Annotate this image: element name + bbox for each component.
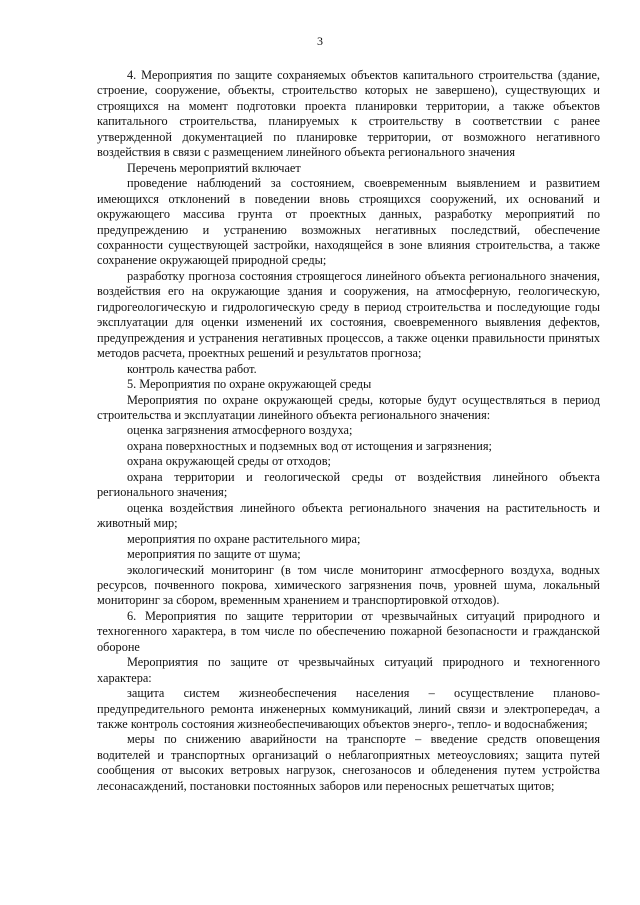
list-item: охрана поверхностных и подземных вод от истощения и загрязнения; <box>127 438 492 453</box>
document-body <box>97 68 600 794</box>
paragraph: контроль качества работ. <box>127 361 257 376</box>
paragraph: Мероприятия по охране окружающей среды, которые будут осуществляться в период строительства и эксплуатации линейного объекта регионального значения: <box>97 392 600 422</box>
paragraph: проведение наблюдений за состоянием, своевременным выявлением и развитием имеющихся отклонений в поведении вновь строящихся сооружений, их оснований и окружающего массива грунта от проектных данных, разработку мероприятий по предупреждению и устранению возможных негативных последствий, обеспечение сохранности существующей застройки, находящейся в зоне влияния строительства, а также сохранение окружающей природной среды; <box>97 176 600 268</box>
list-item: оценка загрязнения атмосферного воздуха; <box>127 423 353 438</box>
page-number: 3 <box>317 34 323 48</box>
list-item: оценка воздействия линейного объекта регионального значения на растительность и животный мир; <box>97 500 600 531</box>
paragraph: Мероприятия по защите от чрезвычайных ситуаций природного и техногенного характера: <box>97 655 600 685</box>
paragraph: Перечень мероприятий включает <box>127 160 301 175</box>
list-item: охрана территории и геологической среды от воздействия линейного объекта регионального значения; <box>97 469 600 500</box>
paragraph: разработку прогноза состояния строящегося линейного объекта регионального значения, воздействия его на окружающие здания и сооружения, на атмосферную, геологическую, гидрогеологическую и гидрологическую среду в период строительства и последующие годы эксплуатации для оценки изменений их состояния, своевременного выявления дефектов, предупреждения и устранения негативных процессов, а также оценки правильности принятых методов расчета, проектных решений и результатов прогноза; <box>97 268 600 361</box>
list-item: охрана окружающей среды от отходов; <box>127 454 331 469</box>
section-heading: 6. Мероприятия по защите территории от чрезвычайных ситуаций природного и техногенного характера, в том числе по обеспечению пожарной безопасности и гражданской обороне <box>97 608 600 654</box>
paragraph: защита систем жизнеобеспечения населения – осуществление планово-предупредительного ремонта инженерных коммуникаций, линий связи и электропередач, а также контроль состояния жизнеобеспечивающих объектов энерго-, тепло- и водоснабжения; <box>97 686 600 732</box>
paragraph: 4. Мероприятия по защите сохраняемых объектов капитального строительства (здание, строение, сооружение, объекты, строительство которых не завершено), существующих и строящихся на момент подготовки проекта планировки территории, а также объектов капитального строительства, планируемых к строительству в соответствии с ранее утвержденной документацией по планировке территории, от возможного негативного воздействия в связи с размещением линейного объекта регионального значения <box>97 68 600 160</box>
list-item: мероприятия по защите от шума; <box>127 547 301 562</box>
list-item: мероприятия по охране растительного мира; <box>127 531 361 546</box>
section-heading: 5. Мероприятия по охране окружающей среды <box>127 377 372 392</box>
paragraph: меры по снижению аварийности на транспорте – введение средств оповещения водителей и транспортных организаций о неблагоприятных метеоусловиях; защита путей сообщения от высоких ветровых нагрузок, снегозаносов и обледенения путем устройства лесонасаждений, постановки постоянных заборов или переносных решетчатых щитов; <box>97 732 600 793</box>
list-item: экологический мониторинг (в том числе мониторинг атмосферного воздуха, водных ресурсов, почвенного покрова, химического загрязнения почв, уровней шума, локальный мониторинг за сбором, временным хранением и транспортировкой отходов). <box>97 562 600 608</box>
